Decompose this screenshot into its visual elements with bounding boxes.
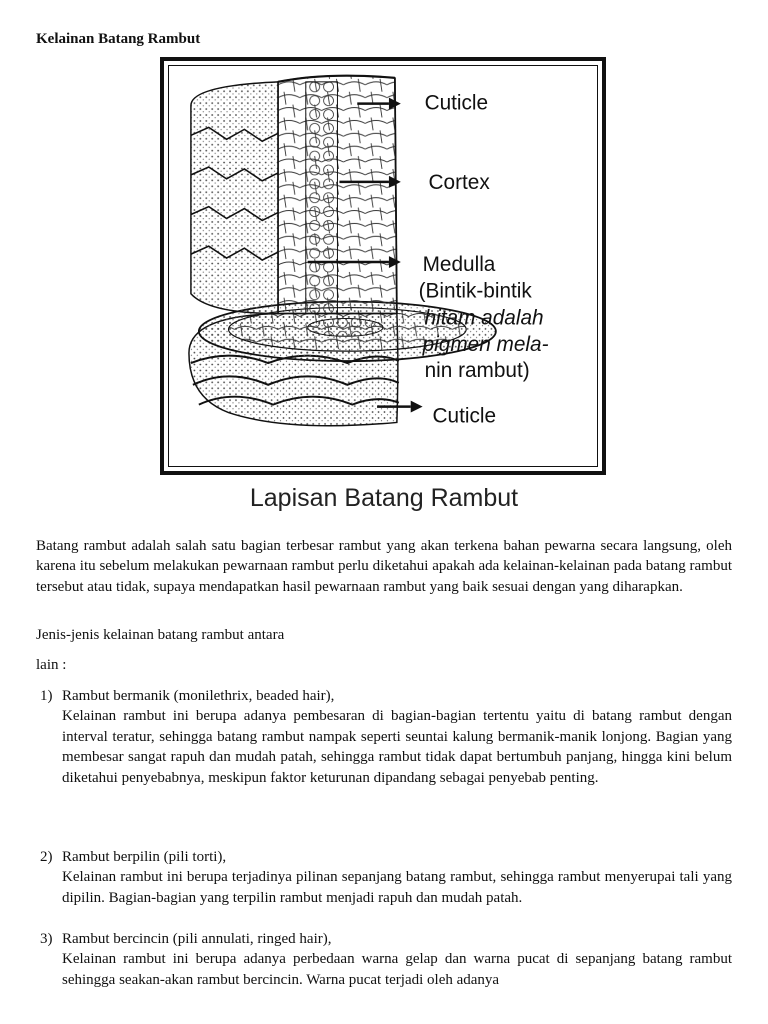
hair-shaft-illustration <box>169 66 597 466</box>
label-cuticle-top: Cuticle <box>424 91 489 115</box>
label-medulla-line-2: (Bintik-bintik <box>418 279 532 303</box>
list-item-heading: Rambut berpilin (pili torti), <box>62 849 227 865</box>
figure-caption: Lapisan Batang Rambut <box>249 484 519 512</box>
list-item-number: 2) <box>40 849 53 865</box>
intro-paragraph: Batang rambut adalah salah satu bagian terbesar rambut yang akan terkena bahan pewarna secara langsung, oleh karena itu sebelum melakukan pewarnaan rambut perlu diketahui apakah ada kelainan-kelainan pada batang rambut tersebut atau tidak, supaya mendapatkan hasil pewarnaan rambut yang baik sesuai dengan yang diharapkan. <box>36 538 732 595</box>
list-item <box>36 686 732 788</box>
list-intro-line-1: Jenis-jenis kelainan batang rambut antara <box>36 627 285 643</box>
list-item-body: Kelainan rambut ini berupa adanya perbedaan warna gelap dan warna pucat di sepanjang batang rambut sehingga seakan-akan rambut bercincin. Warna pucat terjadi oleh adanya <box>62 951 732 988</box>
label-cuticle-bottom: Cuticle <box>432 404 497 428</box>
label-medulla-line-5: nin rambut) <box>424 358 530 382</box>
list-item-body: Kelainan rambut ini berupa terjadinya pilinan sepanjang batang rambut, sehingga rambut menyerupai tali yang dipilin. Bagian-bagian yang terpilin rambut menjadi rapuh dan mudah patah. <box>62 869 732 906</box>
list-item-number: 1) <box>40 688 53 704</box>
list-item <box>36 929 732 990</box>
page-title: Kelainan Batang Rambut <box>36 31 201 47</box>
list-item-number: 3) <box>40 931 53 947</box>
list-item-body: Kelainan rambut ini berupa adanya pembesaran di bagian-bagian tertentu yaitu di batang rambut dengan interval teratur, sehingga batang rambut nampak seperti seuntai kalung bermanik-manik lonjong. Bagian yang membesar sangat rapuh dan mudah patah, sehingga rambut tidak dapat bertumbuh panjang, hingga kini belum diketahui penyebabnya, meskipun faktor keturunan dipandang sebagai penyebab penting. <box>62 708 732 786</box>
label-medulla-line-3: hitam adalah <box>424 306 544 330</box>
figure-inner-border <box>168 65 598 467</box>
list-item <box>36 847 732 908</box>
hair-shaft-figure <box>160 57 606 475</box>
list-item-heading: Rambut bermanik (monilethrix, beaded hair), <box>62 688 335 704</box>
list-intro-line-2: lain : <box>36 657 67 673</box>
label-cortex: Cortex <box>428 170 490 194</box>
list-item-heading: Rambut bercincin (pili annulati, ringed hair), <box>62 931 332 947</box>
label-medulla-line-4: pigmen mela- <box>422 333 549 357</box>
label-medulla-line-1: Medulla <box>422 252 496 276</box>
